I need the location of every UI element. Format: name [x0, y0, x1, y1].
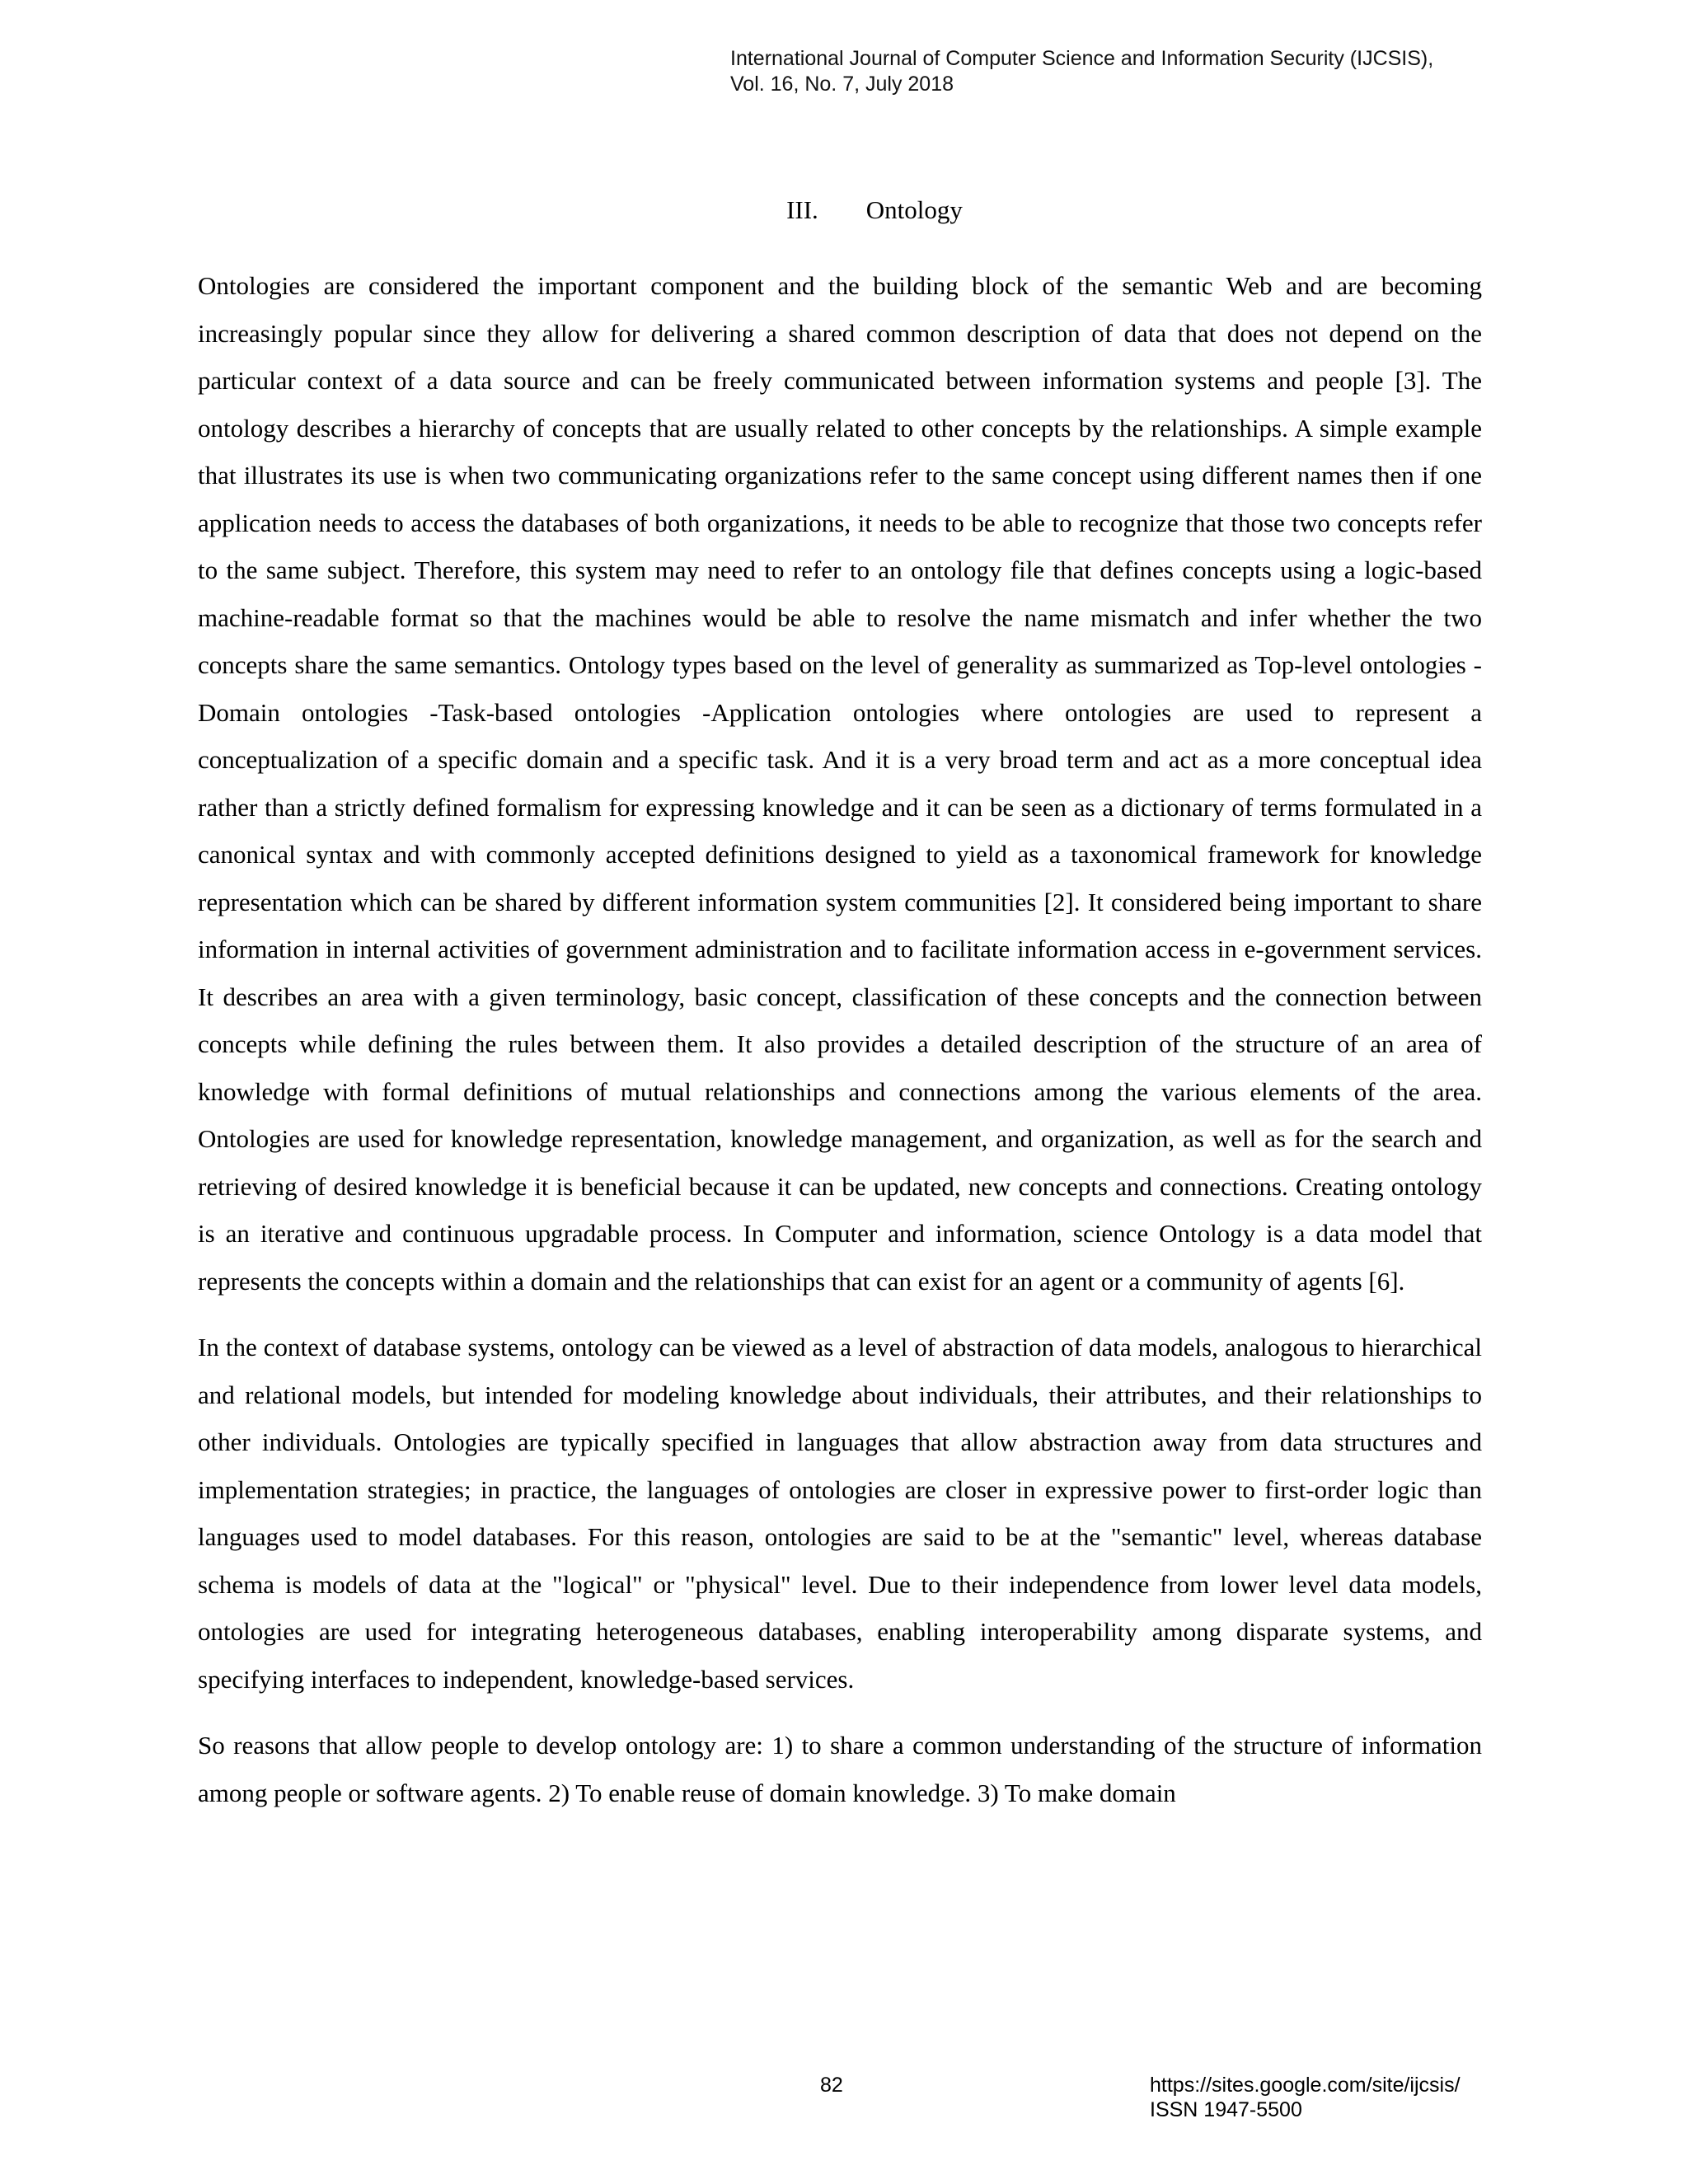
section-number: III. [786, 195, 818, 224]
paragraph-1: Ontologies are considered the important component and the building block of the semantic Web and are becoming increasingly popular since they allow for delivering a shared common description of data that does not depend on the particular context of a data source and can be freely communicated between information systems and people [3]. The ontology describes a hierarchy of concepts that are usually related to other concepts by the relationships. A simple example that illustrates its use is when two communicating organizations refer to the same concept using different names then if one application needs to access the databases of both organizations, it needs to be able to recognize that those two concepts refer to the same subject. Therefore, this system may need to refer to an ontology file that defines concepts using a logic-based machine-readable format so that the machines would be able to resolve the name mismatch and infer whether the two concepts share the same semantics. Ontology types based on the level of generality as summarized as Top-level ontologies -Domain ontologies -Task-based ontologies -Application ontologies where ontologies are used to represent a conceptualization of a specific domain and a specific task. And it is a very broad term and act as a more conceptual idea rather than a strictly defined formalism for expressing knowledge and it can be seen as a dictionary of terms formulated in a canonical syntax and with commonly accepted definitions designed to yield as a taxonomical framework for knowledge representation which can be shared by different information system communities [2]. It considered being important to share information in internal activities of government administration and to facilitate information access in e-government services. It describes an area with a given terminology, basic concept, classification of these concepts and the connection between concepts while defining the rules between them. It also provides a detailed description of the structure of an area of knowledge with formal definitions of mutual relationships and connections among the various elements of the area. Ontologies are used for knowledge representation, knowledge management, and organization, as well as for the search and retrieving of desired knowledge it is beneficial because it can be updated, new concepts and connections. Creating ontology is an iterative and continuous upgradable process. In Computer and information, science Ontology is a data model that represents the concepts within a domain and the relationships that can exist for an agent or a community of agents [6]. [198, 271, 1482, 1296]
body-text [198, 262, 1482, 1835]
paragraph-3: So reasons that allow people to develop ontology are: 1) to share a common understanding of the structure of information among people or software agents. 2) To enable reuse of domain knowledge. 3) To make domain [198, 1731, 1482, 1807]
page-number: 82 [820, 2074, 843, 2097]
section-heading [0, 194, 1688, 227]
paragraph-2: In the context of database systems, ontology can be viewed as a level of abstraction of data models, analogous to hierarchical and relational models, but intended for modeling knowledge about individuals, their attributes, and their relationships to other individuals. Ontologies are typically specified in languages that allow abstraction away from data structures and implementation strategies; in practice, the languages of ontologies are closer in expressive power to first-order logic than languages used to model databases. For this reason, ontologies are said to be at the "semantic" level, whereas database schema is models of data at the "logical" or "physical" level. Due to their independence from lower level data models, ontologies are used for integrating heterogeneous databases, enabling interoperability among disparate systems, and specifying interfaces to independent, knowledge-based services. [198, 1333, 1482, 1694]
journal-footer [1150, 2073, 1461, 2122]
journal-title: International Journal of Computer Science and Information Security (IJCSIS), [730, 47, 1434, 70]
section-title: Ontology [865, 195, 963, 224]
journal-issn: ISSN 1947-5500 [1150, 2098, 1302, 2121]
journal-header [730, 46, 1433, 97]
journal-url: https://sites.google.com/site/ijcsis/ [1150, 2074, 1461, 2097]
journal-issue: Vol. 16, No. 7, July 2018 [730, 73, 954, 96]
